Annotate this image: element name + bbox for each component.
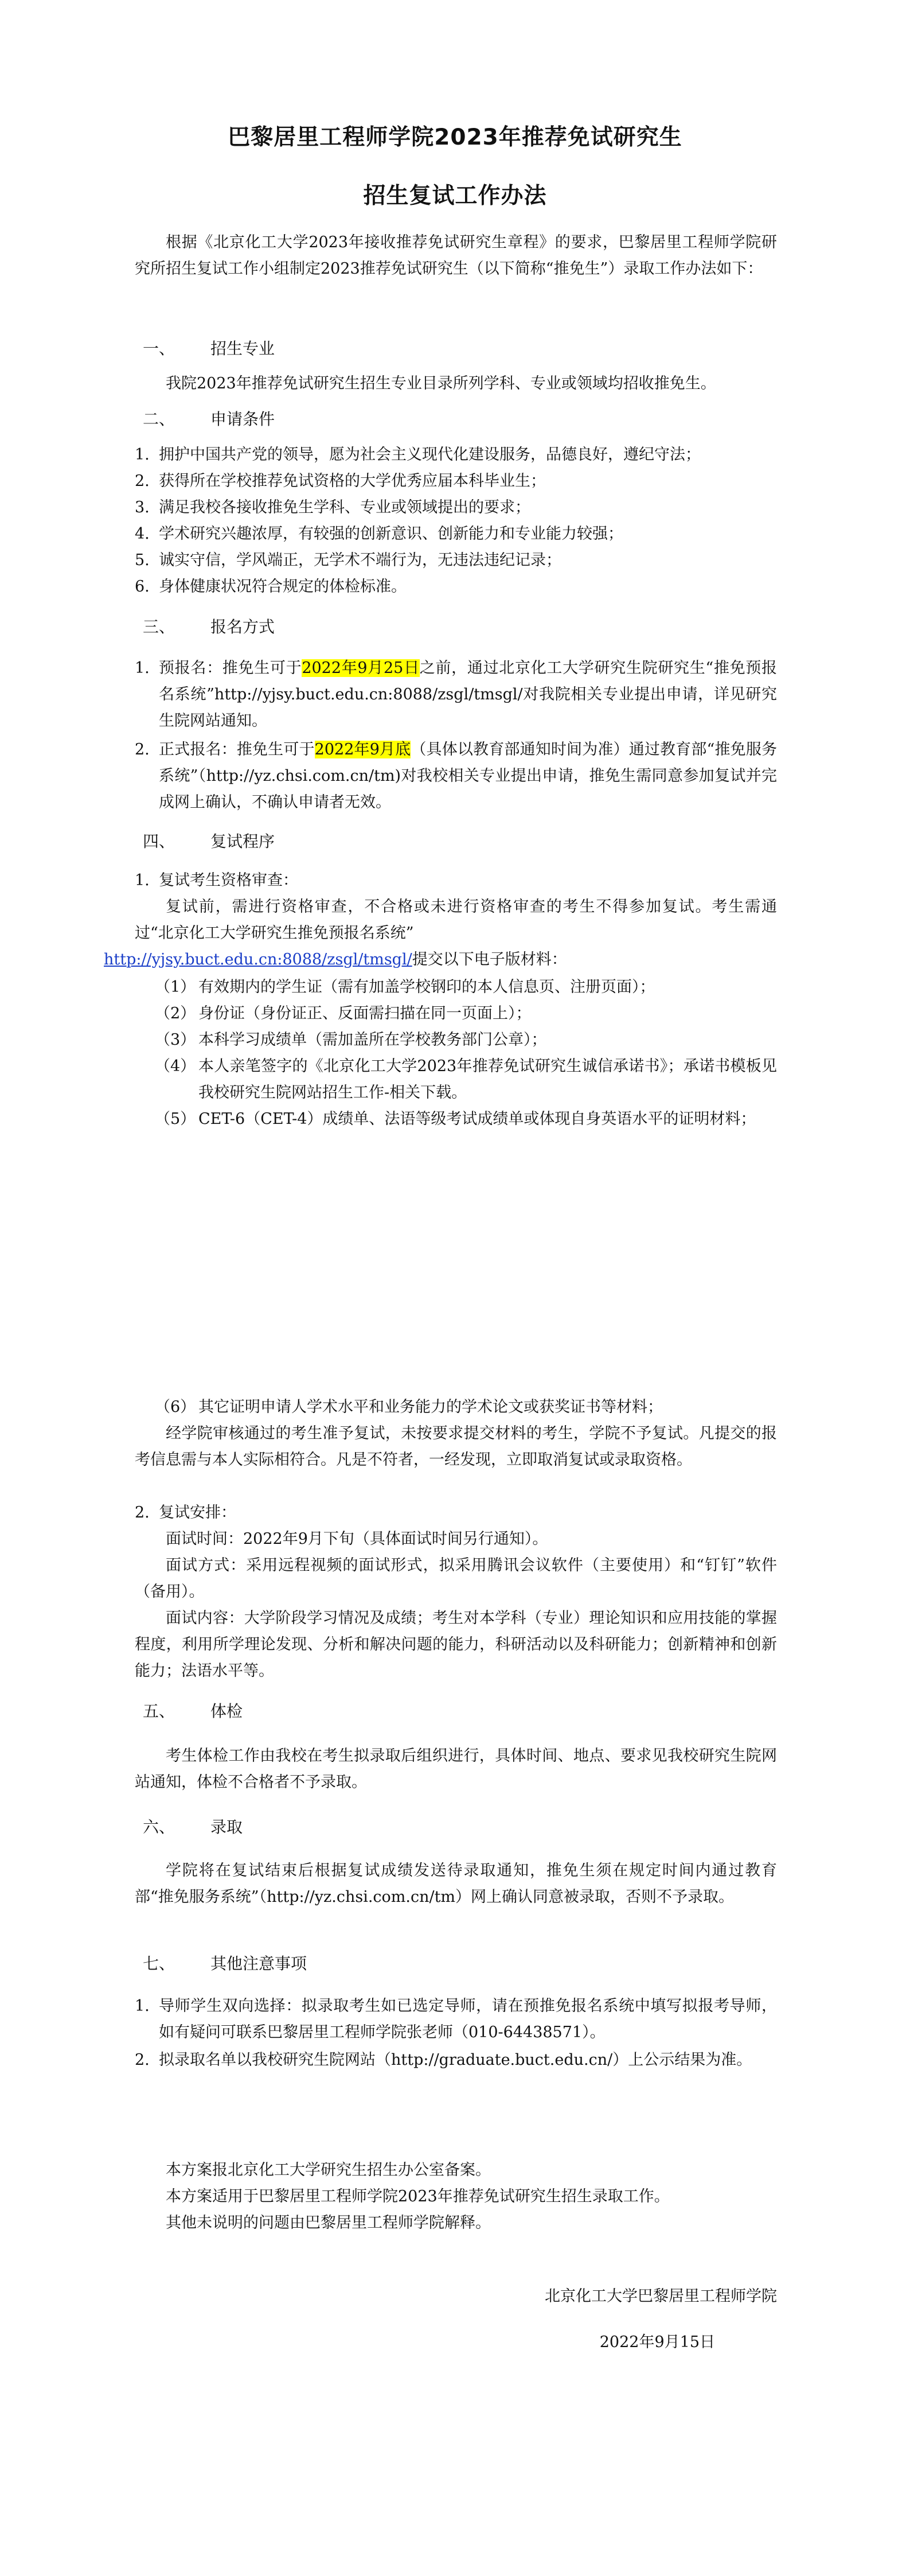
section-heading-3 <box>135 614 275 640</box>
closing-line: 本方案报北京化工大学研究生招生办公室备案。 <box>166 2161 491 2179</box>
signature-date: 2022年9月15日 <box>599 2333 715 2351</box>
list-item: 2. 正式报名：推免生可于2022年9月底（具体以教育部通知时间为准）通过教育部“推免服务系统”（http://yz.chsi.com.cn/tm)对我校相关专业提出申请，推免生需同意参加复试并完成网上确认，不确认申请者无效。 <box>135 741 777 811</box>
document-title: 巴黎居里工程师学院2023年推荐免试研究生 <box>228 124 682 150</box>
list-item: 2. 获得所在学校推荐免试资格的大学优秀应届本科毕业生； <box>135 472 546 490</box>
material-item: （4） 本人亲笔签字的《北京化工大学2023年推荐免试研究生诚信承诺书》；承诺书模板见我校研究生院网站招生工作-相关下载。 <box>155 1057 777 1102</box>
highlighted-deadline: 2022年9月25日 <box>302 659 420 677</box>
list-item: 1. 拥护中国共产党的领导，愿为社会主义现代化建设服务，品德良好，遵纪守法； <box>135 446 701 464</box>
section-heading-6 <box>135 1814 243 1840</box>
list-item: 2. 拟录取名单以我校研究生院网站（http://graduate.buct.edu.cn/）上公示结果为准。 <box>135 2051 752 2069</box>
section-number: 二、 <box>143 410 175 429</box>
section-heading-2 <box>135 406 275 433</box>
section-title: 申请条件 <box>210 410 275 429</box>
list-item: 1. 导师学生双向选择：拟录取考生如已选定导师，请在预推免报名系统中填写拟报考导师，如有疑问可联系巴黎居里工程师学院张老师（010-64438571）。 <box>135 1997 777 2041</box>
section-number: 七、 <box>143 1954 175 1973</box>
review-note: 经学院审核通过的考生准予复试，未按要求提交材料的考生，学院不予复试。凡提交的报考信息需与本人实际相符合。凡是不符者，一经发现，立即取消复试或录取资格。 <box>135 1425 777 1469</box>
list-item: 6. 身体健康状况符合规定的体检标准。 <box>135 578 407 596</box>
signature: 北京化工大学巴黎居里工程师学院 <box>545 2287 777 2305</box>
list-item: 3. 满足我校各接收推免生学科、专业或领域提出的要求； <box>135 499 530 516</box>
list-item: 5. 诚实守信，学风端正，无学术不端行为，无违法违纪记录； <box>135 551 561 569</box>
list-item: 1. 预报名：推免生可于2022年9月25日之前，通过北京化工大学研究生院研究生“推免预报名系统”http://yjsy.buct.edu.cn:8088/zsgl/tmsgl/对我院相关专业提出申请，详见研究生院网站通知。 <box>135 659 778 730</box>
material-item: （1） 有效期内的学生证（需有加盖学校钢印的本人信息页、注册页面）； <box>155 978 655 996</box>
section-title: 报名方式 <box>210 617 275 636</box>
section-number: 四、 <box>143 832 175 851</box>
list-item: 1. 复试考生资格审查： <box>135 871 298 889</box>
section-heading-1 <box>135 336 275 362</box>
section-title: 招生专业 <box>210 339 275 358</box>
list-item: 2. 复试安排： <box>135 1504 236 1522</box>
prereg-system-link[interactable]: http://yjsy.buct.edu.cn:8088/zsgl/tmsgl/ <box>104 951 412 968</box>
material-item: （6） 其它证明申请人学术水平和业务能力的学术论文或获奖证书等材料； <box>155 1398 663 1416</box>
intro-paragraph: 根据《北京化工大学2023年接收推荐免试研究生章程》的要求，巴黎居里工程师学院研究所招生复试工作小组制定2023推荐免试研究生（以下简称“推免生”）录取工作办法如下： <box>135 234 777 278</box>
section-1-body: 我院2023年推荐免试研究生招生专业目录所列学科、专业或领域均招收推免生。 <box>166 375 716 392</box>
section-5-body: 考生体检工作由我校在考生拟录取后组织进行，具体时间、地点、要求见我校研究生院网站通知，体检不合格者不予录取。 <box>135 1747 777 1791</box>
document-subtitle: 招生复试工作办法 <box>363 183 547 209</box>
section-number: 五、 <box>143 1702 175 1721</box>
section-number: 三、 <box>143 617 175 636</box>
closing-line: 本方案适用于巴黎居里工程师学院2023年推荐免试研究生招生录取工作。 <box>166 2188 670 2205</box>
section-title: 录取 <box>210 1818 243 1836</box>
material-item: （5） CET-6（CET-4）成绩单、法语等级考试成绩单或体现自身英语水平的证明材料； <box>155 1110 756 1128</box>
section-number: 六、 <box>143 1818 175 1836</box>
section-number: 一、 <box>143 339 175 358</box>
interview-content: 面试内容：大学阶段学习情况及成绩；考生对本学科（专业）理论知识和应用技能的掌握程度，利用所学理论发现、分析和解决问题的能力，科研活动以及科研能力；创新精神和创新能力；法语水平等。 <box>135 1609 777 1680</box>
section-title: 其他注意事项 <box>210 1954 307 1973</box>
qualification-review-paragraph: 复试前，需进行资格审查，不合格或未进行资格审查的考生不得参加复试。考生需通过“北京化工大学研究生推免预报名系统” http://yjsy.buct.edu.cn:8088/zsgl/tmsgl/提交以下电子版材料： <box>104 898 777 968</box>
interview-method: 面试方式：采用远程视频的面试形式，拟采用腾讯会议软件（主要使用）和“钉钉”软件（备用）。 <box>135 1557 777 1601</box>
section-heading-7 <box>135 1951 307 1977</box>
highlighted-deadline: 2022年9月底 <box>314 741 411 758</box>
material-item: （2） 身份证（身份证正、反面需扫描在同一页面上）； <box>155 1005 532 1022</box>
closing-line: 其他未说明的问题由巴黎居里工程师学院解释。 <box>166 2214 491 2232</box>
section-title: 体检 <box>210 1702 243 1721</box>
list-item: 4. 学术研究兴趣浓厚，有较强的创新意识、创新能力和专业能力较强； <box>135 525 623 543</box>
interview-time: 面试时间：2022年9月下旬（具体面试时间另行通知）。 <box>166 1530 548 1548</box>
section-title: 复试程序 <box>210 832 275 851</box>
material-item: （3） 本科学习成绩单（需加盖所在学校教务部门公章）； <box>155 1031 547 1049</box>
section-heading-5 <box>135 1698 243 1725</box>
section-6-body: 学院将在复试结束后根据复试成绩发送待录取通知，推免生须在规定时间内通过教育部“推免服务系统”（http://yz.chsi.com.cn/tm）网上确认同意被录取，否则不予录取。 <box>135 1862 777 1906</box>
section-heading-4 <box>135 828 275 855</box>
